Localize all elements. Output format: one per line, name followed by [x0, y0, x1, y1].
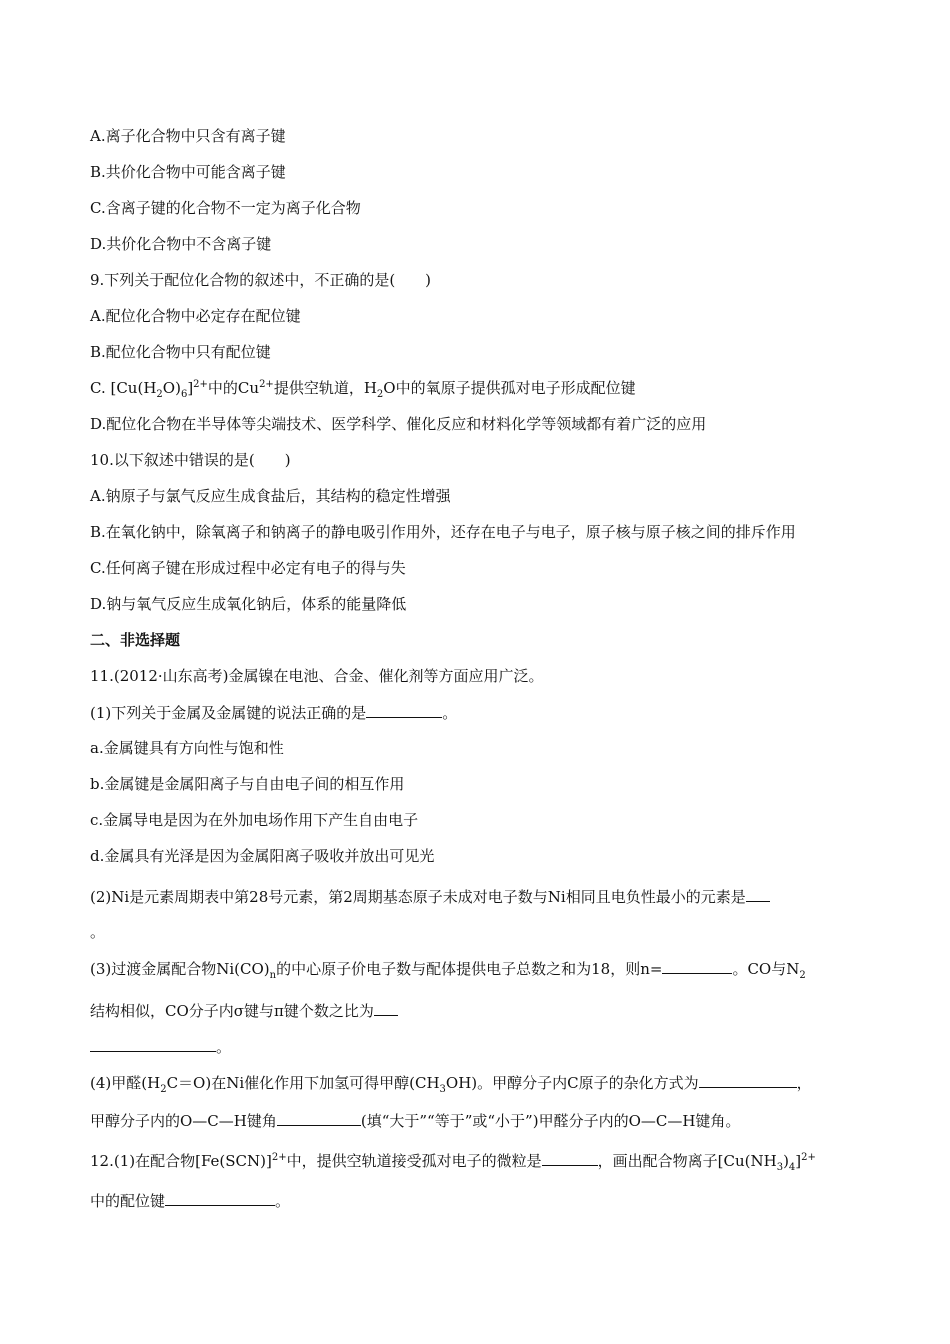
answer-blank[interactable]	[165, 1190, 275, 1206]
q10-option-d: D.钠与氧气反应生成氧化钠后，体系的能量降低	[90, 595, 407, 613]
q11-stem: 11.(2012·山东高考)金属镍在电池、合金、催化剂等方面应用广泛。	[90, 667, 544, 685]
answer-blank[interactable]	[699, 1072, 797, 1088]
answer-blank[interactable]	[542, 1150, 598, 1166]
q12-part1-line2: 中的配位键 。	[90, 1192, 291, 1210]
q10-stem: 10.以下叙述中错误的是( )	[90, 451, 291, 469]
q8-option-b: B.共价化合物中可能含离子键	[90, 163, 286, 181]
q10-option-b: B.在氧化钠中，除氧离子和钠离子的静电吸引作用外，还存在电子与电子，原子核与原子核之间的排斥作用	[90, 523, 796, 541]
q9-option-a: A.配位化合物中必定存在配位键	[90, 307, 301, 325]
q8-option-d: D.共价化合物中不含离子键	[90, 235, 272, 253]
answer-blank[interactable]	[374, 1000, 398, 1016]
q9-stem: 9.下列关于配位化合物的叙述中，不正确的是( )	[90, 271, 432, 289]
answer-blank[interactable]	[366, 702, 442, 718]
answer-blank[interactable]	[90, 1036, 216, 1052]
answer-blank[interactable]	[746, 886, 770, 902]
q11-part4-line2: 甲醇分子内的O—C—H键角 (填“大于”“等于”或“小于”)甲醛分子内的O—C—H键角。	[90, 1112, 741, 1130]
q11-part2-end: 。	[90, 923, 106, 941]
q11-part1: (1)下列关于金属及金属键的说法正确的是 。	[90, 704, 458, 722]
q11-part3: (3)过渡金属配合物$Ni(CO)_n$的中心原子价电子数与配体提供电子总数之和为18，则n= 。CO与$N_2$	[90, 960, 806, 981]
q8-option-c: C.含离子键的化合物不一定为离子化合物	[90, 199, 361, 217]
q9-option-b: B.配位化合物中只有配位键	[90, 343, 271, 361]
q11-part2: (2)Ni是元素周期表中第28号元素，第2周期基态原子未成对电子数与Ni相同且电负性最小的元素是	[90, 886, 770, 907]
q11-part4: (4)甲醛$(H_2C=O)$在Ni催化作用下加氢可得甲醇$(CH_3OH)$。甲醇分子内C原子的杂化方式为 ，	[90, 1074, 812, 1095]
q12-part1: 12.(1)在配合物$[Fe(SCN)]^{2+}$中，提供空轨道接受孤对电子的微粒是 ，画出配合物离子$[Cu(NH_3)_4]^{2+}$	[90, 1152, 816, 1173]
q10-option-c: C.任何离子键在形成过程中必定有电子的得与失	[90, 559, 406, 577]
q9-option-d: D.配位化合物在半导体等尖端技术、医学科学、催化反应和材料化学等领域都有着广泛的应用	[90, 415, 707, 433]
q10-option-a: A.钠原子与氯气反应生成食盐后，其结构的稳定性增强	[90, 487, 451, 505]
answer-blank[interactable]	[662, 958, 732, 974]
q11-option-b: b.金属键是金属阳离子与自由电子间的相互作用	[90, 775, 405, 793]
answer-blank[interactable]	[277, 1110, 361, 1126]
q11-option-a: a.金属键具有方向性与饱和性	[90, 739, 284, 757]
section-title: 二、非选择题	[90, 631, 181, 649]
q11-option-d: d.金属具有光泽是因为金属阳离子吸收并放出可见光	[90, 847, 435, 865]
q11-part3-line3: 。	[90, 1036, 231, 1057]
q11-part3-line2: 结构相似，CO分子内σ键与π键个数之比为	[90, 1000, 398, 1021]
q9-option-c: C. $[Cu(H_2O)_6]^{2+}$中的$Cu^{2+}$提供空轨道，$H_2O$中的氧原子提供孤对电子形成配位键	[90, 379, 636, 400]
q11-option-c: c.金属导电是因为在外加电场作用下产生自由电子	[90, 811, 419, 829]
q8-option-a: A.离子化合物中只含有离子键	[90, 127, 286, 145]
